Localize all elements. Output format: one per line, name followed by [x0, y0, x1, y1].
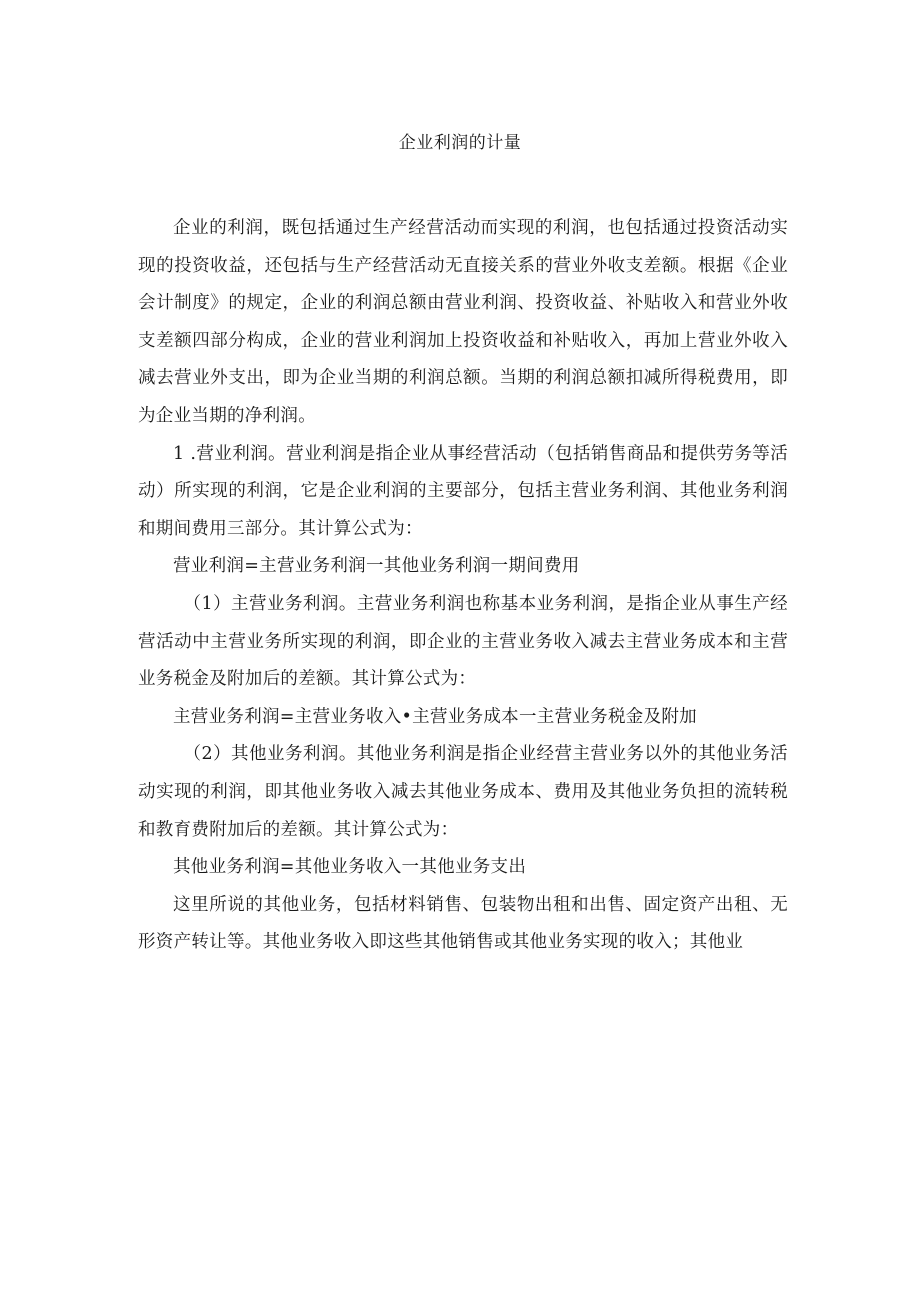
formula-operating-profit: 营业利润=主营业务利润一其他业务利润一期间费用 — [173, 556, 580, 577]
paragraph-intro: 企业的利润，既包括通过生产经营活动而实现的利润，也包括通过投资活动实现的投资收益，还包括与生产经营活动无直接关系的营业外收支差额。根据《企业会计制度》的规定，企业的利润总额由营业利润、投资收益、补贴收入和营业外收支差额四部分构成，企业的营业利润加上投资收益和补贴收入，再加上营业外收入减去营业外支出，即为企业当期的利润总额。当期的利润总额扣减所得税费用，即为企业当期的净利润。 — [138, 218, 788, 426]
paragraph-operating-profit: 1 .营业利润。营业利润是指企业从事经营活动（包括销售商品和提供劳务等活动）所实现的利润，它是企业利润的主要部分，包括主营业务利润、其他业务利润和期间费用三部分。其计算公式为： — [138, 443, 788, 539]
document-title: 企业利润的计量 — [398, 133, 522, 153]
formula-other-business-profit: 其他业务利润=其他业务收入一其他业务支出 — [173, 857, 527, 878]
formula-main-business-profit: 主营业务利润=主营业务收入•主营业务成本一主营业务税金及附加 — [173, 706, 697, 727]
document-body — [138, 210, 788, 962]
paragraph-other-business-profit: （2）其他业务利润。其他业务利润是指企业经营主营业务以外的其他业务活动实现的利润，即其他业务收入减去其他业务成本、费用及其他业务负担的流转税和教育费附加后的差额。其计算公式为： — [138, 744, 788, 840]
paragraph-main-business-profit: （1）主营业务利润。主营业务利润也称基本业务利润，是指企业从事生产经营活动中主营业务所实现的利润，即企业的主营业务收入减去主营业务成本和主营业务税金及附加后的差额。其计算公式为： — [138, 593, 788, 690]
paragraph-other-business-scope: 这里所说的其他业务，包括材料销售、包装物出租和出售、固定资产出租、无形资产转让等。其他业务收入即这些其他销售或其他业务实现的收入；其他业 — [138, 894, 788, 953]
